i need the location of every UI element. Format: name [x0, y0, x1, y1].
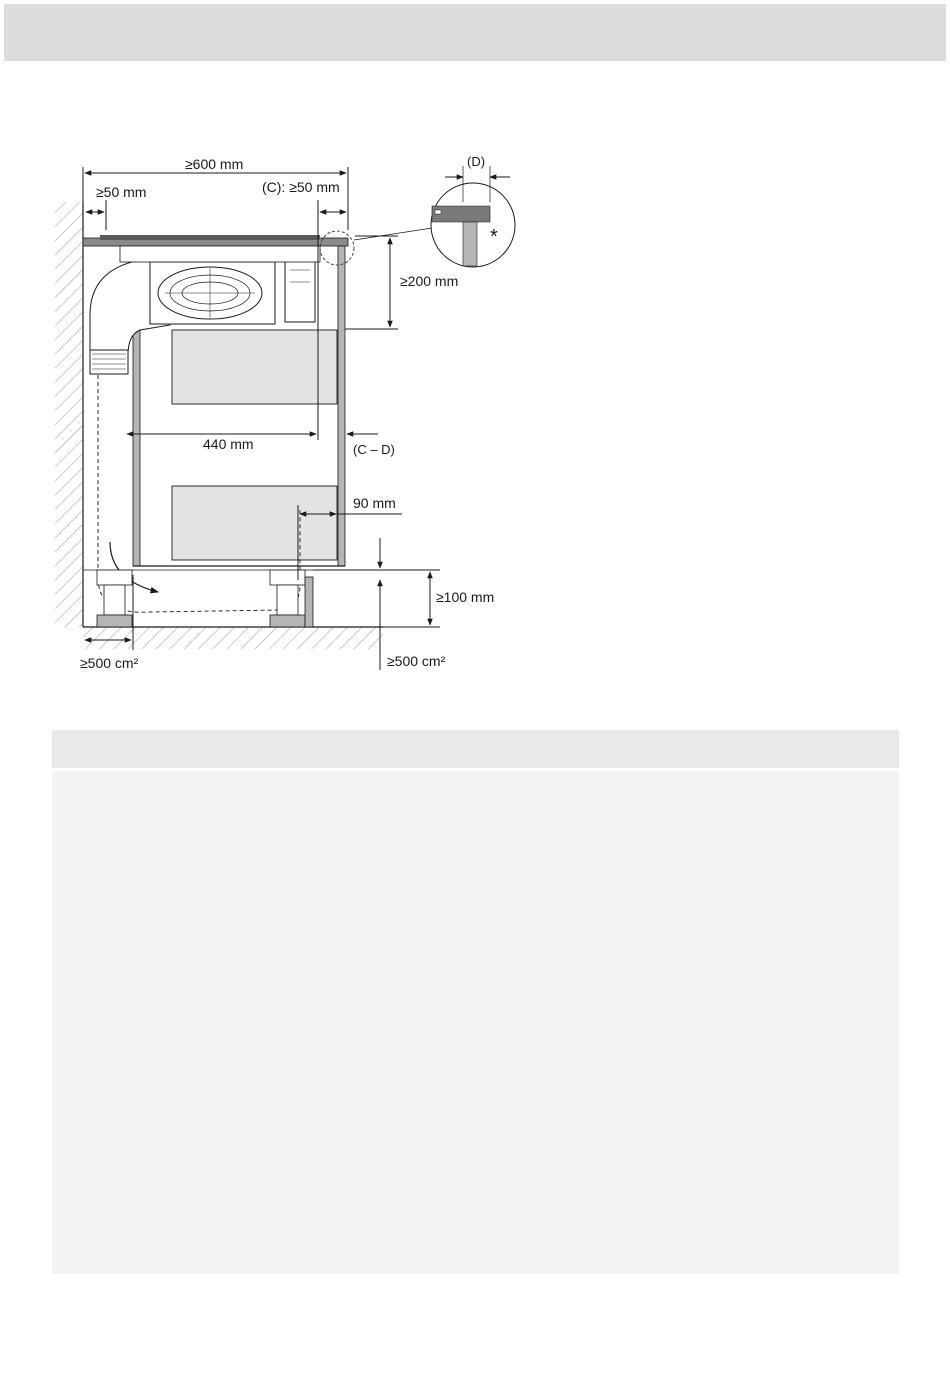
installation-diagram [0, 140, 560, 685]
label-vent-front: ≥500 cm² [387, 653, 446, 669]
label-c-minus-d: (C – D) [353, 442, 395, 457]
label-above-drawer: ≥200 mm [400, 273, 459, 289]
cabinet-back-panel [133, 328, 140, 566]
label-rear-gap: 90 mm [353, 495, 396, 511]
upper-drawer [172, 330, 337, 404]
label-left-gap: ≥50 mm [96, 184, 147, 200]
plinth [305, 577, 313, 627]
hob-glass [100, 235, 320, 240]
back-wall [55, 202, 83, 627]
label-c-gap: (C): ≥50 mm [262, 179, 340, 195]
detail-callout [320, 166, 515, 267]
floor [83, 627, 383, 649]
header-bar [4, 4, 946, 61]
lower-drawer [172, 486, 337, 560]
label-total-width: ≥600 mm [185, 156, 244, 172]
fan-unit [120, 246, 320, 324]
section-body [52, 771, 899, 1274]
label-depth: 440 mm [203, 436, 254, 452]
label-d: (D) [467, 154, 486, 169]
cabinet-front-panel [338, 246, 345, 566]
cabinet-feet [97, 570, 305, 627]
section-header [52, 730, 899, 768]
label-plinth-height: ≥100 mm [436, 589, 495, 605]
label-vent-rear: ≥500 cm² [80, 655, 139, 671]
label-asterisk: * [490, 226, 498, 248]
